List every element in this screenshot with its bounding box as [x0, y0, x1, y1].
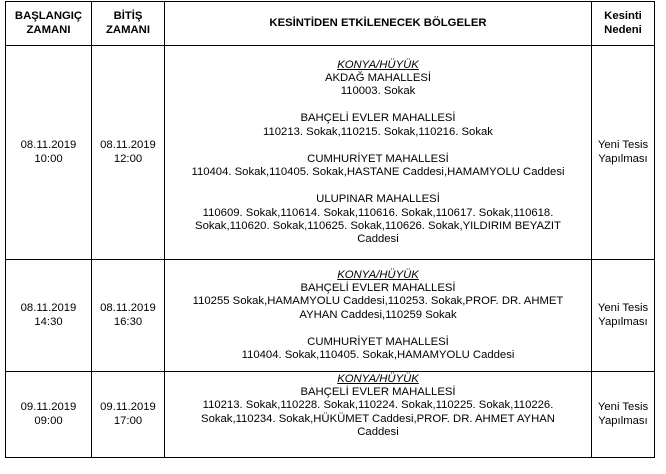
start-cell: 09.11.2019 09:00: [6, 372, 92, 458]
region-name: KONYA/HÜYÜK: [337, 58, 419, 71]
end-cell: 08.11.2019 12:00: [92, 46, 165, 260]
street-list: 110213. Sokak,110215. Sokak,110216. Sokak: [263, 125, 493, 138]
header-affected-areas: KESİNTİDEN ETKİLENECEK BÖLGELER: [165, 2, 592, 46]
street-list: Sokak,110234. Sokak,HÜKÜMET Caddesi,PROF. DR. AHMET AYHAN: [201, 412, 555, 425]
street-list: 110609. Sokak,110614. Sokak,110616. Sokak,110617. Sokak,110618.: [202, 206, 554, 219]
header-row: [6, 2, 655, 46]
street-list: 110404. Sokak,110405. Sokak,HAMAMYOLU Caddesi: [241, 348, 515, 361]
neighborhood-name: BAHÇELİ EVLER MAHALLESİ: [300, 112, 456, 125]
end-cell: 08.11.2019 16:30: [92, 260, 165, 372]
areas-cell: [165, 260, 592, 372]
street-list: 110213. Sokak,110228. Sokak,110224. Sokak,110225. Sokak,110226.: [202, 399, 554, 412]
street-list: 110003. Sokak: [340, 85, 416, 98]
reason-cell: Yeni Tesis Yapılması: [592, 260, 655, 372]
neighborhood-name: ULUPINAR MAHALLESİ: [316, 193, 440, 206]
header-start-time: BAŞLANGIÇ ZAMANI: [6, 2, 92, 46]
region-name: KONYA/HÜYÜK: [337, 268, 419, 281]
neighborhood-name: AKDAĞ MAHALLESİ: [324, 72, 432, 85]
outage-table: [5, 1, 655, 458]
header-reason: Kesinti Nedeni: [592, 2, 655, 46]
end-cell: 09.11.2019 17:00: [92, 372, 165, 458]
reason-cell: Yeni Tesis Yapılması: [592, 372, 655, 458]
areas-cell: [165, 46, 592, 260]
reason-cell: Yeni Tesis Yapılması: [592, 46, 655, 260]
street-list: Sokak,110620. Sokak,110625. Sokak,110626. Sokak,YILDIRIM BEYAZIT: [195, 219, 561, 232]
street-list: AYHAN Caddesi,110259 Sokak: [299, 308, 457, 321]
region-name: KONYA/HÜYÜK: [337, 373, 419, 385]
header-end-time: BİTİŞ ZAMANI: [92, 2, 165, 46]
street-list: Caddesi: [357, 232, 399, 245]
areas-cell: [165, 372, 592, 458]
neighborhood-name: CUMHURİYET MAHALLESİ: [307, 152, 449, 165]
neighborhood-name: BAHÇELİ EVLER MAHALLESİ: [300, 386, 456, 399]
table-row: [6, 46, 655, 260]
street-list: 110255 Sokak,HAMAMYOLU Caddesi,110253. Sokak,PROF. DR. AHMET: [192, 295, 564, 308]
table-row: [6, 372, 655, 458]
neighborhood-name: BAHÇELİ EVLER MAHALLESİ: [300, 282, 456, 295]
street-list: Caddesi: [357, 425, 399, 438]
start-cell: 08.11.2019 14:30: [6, 260, 92, 372]
table-row: [6, 260, 655, 372]
street-list: 110404. Sokak,110405. Sokak,HASTANE Caddesi,HAMAMYOLU Caddesi: [191, 166, 565, 179]
start-cell: 08.11.2019 10:00: [6, 46, 92, 260]
neighborhood-name: CUMHURİYET MAHALLESİ: [307, 335, 449, 348]
